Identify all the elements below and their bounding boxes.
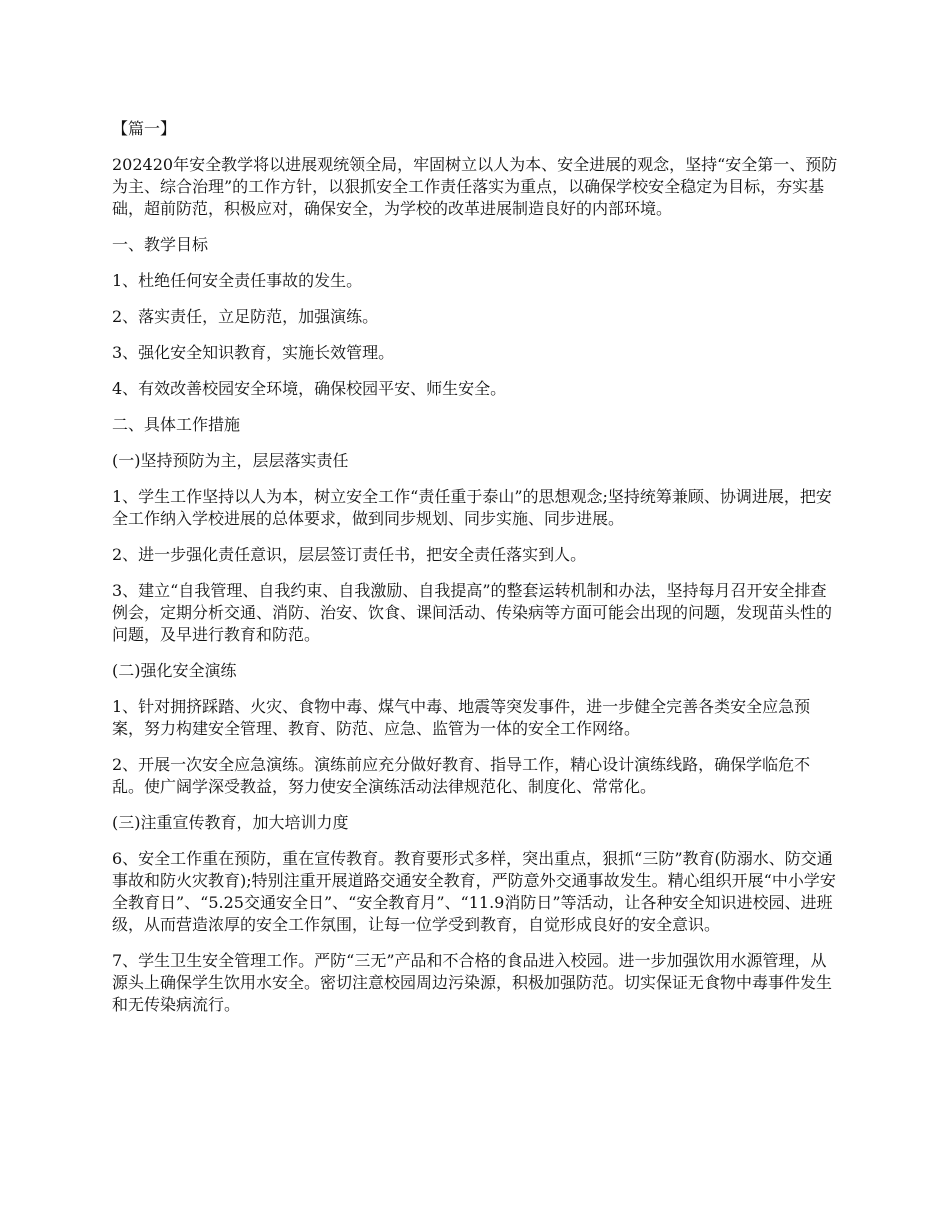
heading-teaching-goals: 一、教学目标 bbox=[112, 235, 209, 254]
goal-item-2: 2、落实责任，立足防范，加强演练。 bbox=[112, 307, 379, 326]
subheading-education: (三)注重宣传教育，加大培训力度 bbox=[112, 813, 349, 832]
heading-work-measures: 二、具体工作措施 bbox=[112, 415, 241, 434]
measure-paragraph: 7、学生卫生安全管理工作。严防“三无”产品和不合格的食品进入校园。进一步加强饮用水源管理，从源头上确保学生饮用水安全。密切注意校园周边污染源，积极加强防范。切实保证无食物中毒事件发生和无传染病流行。 bbox=[112, 951, 833, 1014]
measure-paragraph: 6、安全工作重在预防，重在宣传教育。教育要形式多样，突出重点，狠抓“三防”教育(防溺水、防交通事故和防火灾教育);特别注重开展道路交通安全教育，严防意外交通事故发生。精心组织开展“中小学安全教育日”、“5.25交通安全日”、“安全教育月”、“11.9消防日”等活动，让各种安全知识进校园、进班级，从而营造浓厚的安全工作氛围，让每一位学受到教育，自觉形成良好的安全意识。 bbox=[112, 849, 836, 934]
measure-paragraph: 3、建立“自我管理、自我约束、自我激励、自我提高”的整套运转机制和办法，坚持每月召开安全排查例会，定期分析交通、消防、治安、饮食、课间活动、传染病等方面可能会出现的问题，发现苗头性的问题，及早进行教育和防范。 bbox=[112, 581, 833, 644]
document-body bbox=[112, 118, 842, 1030]
measure-paragraph: 2、开展一次安全应急演练。演练前应充分做好教育、指导工作，精心设计演练线路，确保学临危不乱。使广阔学深受教益，努力使安全演练活动法律规范化、制度化、常常化。 bbox=[112, 755, 811, 796]
goal-item-3: 3、强化安全知识教育，实施长效管理。 bbox=[112, 343, 395, 362]
section-title: 【篇一】 bbox=[112, 119, 177, 138]
goal-item-1: 1、杜绝任何安全责任事故的发生。 bbox=[112, 271, 363, 290]
intro-paragraph: 202420年安全教学将以进展观统领全局，牢固树立以人为本、安全进展的观念，坚持“安全第一、预防为主、综合治理”的工作方针，以狠抓安全工作责任落实为重点，以确保学校安全稳定为目标，夯实基础，超前防范，积极应对，确保安全，为学校的改革进展制造良好的内部环境。 bbox=[112, 155, 838, 218]
goal-item-4: 4、有效改善校园安全环境，确保校园平安、师生安全。 bbox=[112, 379, 507, 398]
subheading-prevention: (一)坚持预防为主，层层落实责任 bbox=[112, 451, 349, 470]
measure-paragraph: 1、针对拥挤踩踏、火灾、食物中毒、煤气中毒、地震等突发事件，进一步健全完善各类安全应急预案，努力构建安全管理、教育、防范、应急、监管为一体的安全工作网络。 bbox=[112, 697, 811, 738]
subheading-drills: (二)强化安全演练 bbox=[112, 661, 237, 680]
measure-paragraph: 1、学生工作坚持以人为本，树立安全工作“责任重于泰山”的思想观念;坚持统筹兼顾、协调进展，把安全工作纳入学校进展的总体要求，做到同步规划、同步实施、同步进展。 bbox=[112, 487, 832, 528]
measure-paragraph: 2、进一步强化责任意识，层层签订责任书，把安全责任落实到人。 bbox=[112, 545, 587, 564]
